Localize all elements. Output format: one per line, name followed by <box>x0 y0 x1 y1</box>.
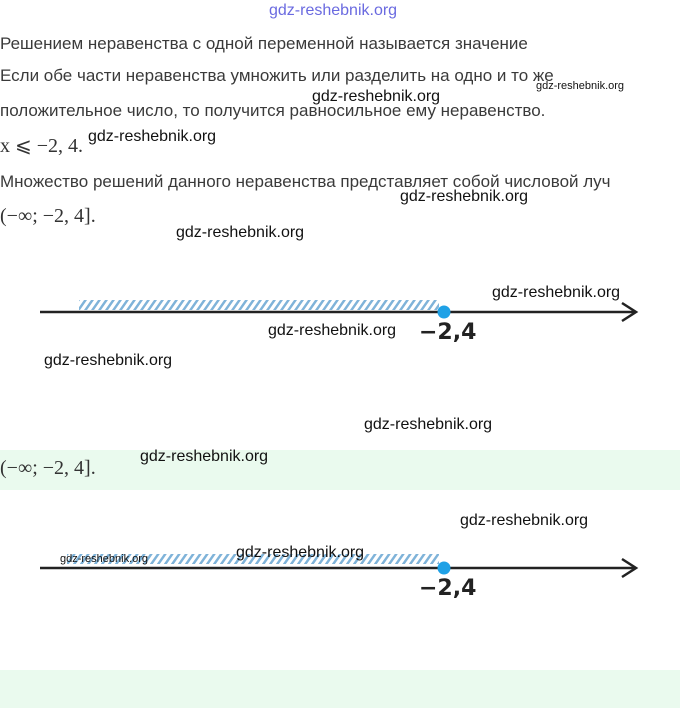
watermark: gdz-reshebnik.org <box>236 544 365 561</box>
watermark: gdz-reshebnik.org <box>492 284 621 301</box>
boundary-label: −2,4 <box>419 576 477 601</box>
bottom-band <box>0 670 680 708</box>
paragraph-rule-line1: Если обе части неравенства умножить или разделить на одно и то же <box>0 66 554 85</box>
watermark: gdz-reshebnik.org <box>268 322 397 339</box>
paragraph-set-description: Множество решений данного неравенства представляет собой числовой луч <box>0 172 611 191</box>
boundary-label: −2,4 <box>419 320 477 345</box>
watermark: gdz-reshebnik.org <box>460 512 589 529</box>
solution-hatching <box>79 300 439 310</box>
answer-interval: (−∞; −2, 4]. <box>0 457 96 479</box>
watermark: gdz-reshebnik.org <box>140 448 269 465</box>
watermark: gdz-reshebnik.org <box>400 188 529 205</box>
answer-band <box>0 450 680 490</box>
watermark: gdz-reshebnik.org <box>312 88 441 105</box>
watermark: gdz-reshebnik.org <box>60 553 149 565</box>
paragraph-definition: Решением неравенства с одной переменной называется значение <box>0 34 528 53</box>
inequality-formula: x ⩽ −2, 4. <box>0 135 84 157</box>
boundary-point <box>438 306 451 319</box>
watermark: gdz-reshebnik.org <box>176 224 305 241</box>
boundary-point <box>438 562 451 575</box>
interval-formula: (−∞; −2, 4]. <box>0 205 96 227</box>
watermark: gdz-reshebnik.org <box>44 352 173 369</box>
watermark: gdz-reshebnik.org <box>364 416 493 433</box>
paragraph-rule-line2: положительное число, то получится равносильное ему неравенство. <box>0 101 546 120</box>
watermark: gdz-reshebnik.org <box>88 128 217 145</box>
site-watermark: gdz-reshebnik.org <box>269 2 398 19</box>
watermark: gdz-reshebnik.org <box>536 80 625 92</box>
